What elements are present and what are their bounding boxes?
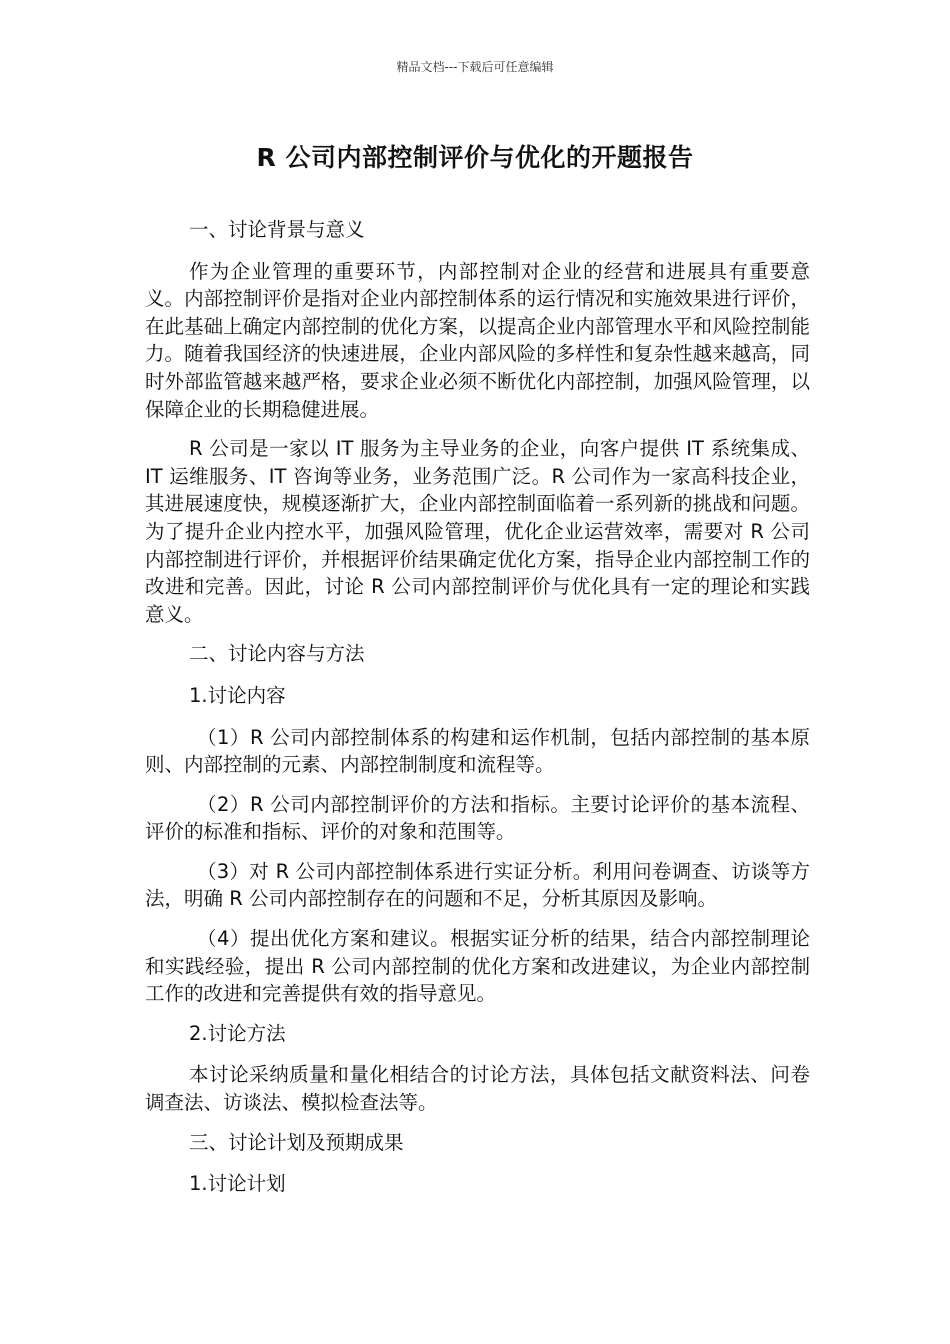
paragraph-background-1: 作为企业管理的重要环节，内部控制对企业的经营和进展具有重要意义。内部控制评价是指对企业内部控制体系的运行情况和实施效果进行评价，在此基础上确定内部控制的优化方案，以提高企业内部管理水平和风险控制能力。随着我国经济的快速进展，企业内部风险的多样性和复杂性越来越高，同时外部监管越来越严格，要求企业必须不断优化内部控制，加强风险管理，以保障企业的长期稳健进展。	[145, 259, 810, 421]
subheading-plan: 1.讨论计划	[189, 1172, 286, 1196]
content-item-1: （1）R 公司内部控制体系的构建和运作机制，包括内部控制的基本原则、内部控制的元素、内部控制制度和流程等。	[145, 725, 810, 777]
subheading-content: 1.讨论内容	[189, 683, 286, 707]
paragraph-method: 本讨论采纳质量和量化相结合的讨论方法，具体包括文献资料法、问卷调查法、访谈法、模拟检查法等。	[145, 1063, 810, 1115]
section-heading-background: 一、讨论背景与意义	[189, 218, 365, 241]
content-item-2: （2）R 公司内部控制评价的方法和指标。主要讨论评价的基本流程、评价的标准和指标、评价的对象和范围等。	[145, 792, 810, 844]
paragraph-background-2: R 公司是一家以 IT 服务为主导业务的企业，向客户提供 IT 系统集成、IT 运维服务、IT 咨询等业务，业务范围广泛。R 公司作为一家高科技企业，其进展速度快，规模逐渐扩大，企业内部控制面临着一系列新的挑战和问题。为了提升企业内控水平，加强风险管理，优化企业运营效率，需要对 R 公司内部控制进行评价，并根据评价结果确定优化方案，指导企业内部控制工作的改进和完善。因此，讨论 R 公司内部控制评价与优化具有一定的理论和实践意义。	[145, 437, 810, 626]
section-heading-content-method: 二、讨论内容与方法	[189, 642, 365, 666]
subheading-method: 2.讨论方法	[189, 1021, 286, 1045]
document-title: R 公司内部控制评价与优化的开题报告	[256, 143, 694, 172]
section-heading-plan: 三、讨论计划及预期成果	[189, 1130, 404, 1154]
content-item-4: （4）提出优化方案和建议。根据实证分析的结果，结合内部控制理论和实践经验，提出 R 公司内部控制的优化方案和改进建议，为企业内部控制工作的改进和完善提供有效的指导意见。	[145, 927, 810, 1006]
document-body	[145, 216, 810, 1212]
header-note: 精品文档---下载后可任意编辑	[396, 60, 554, 74]
content-item-3: （3）对 R 公司内部控制体系进行实证分析。利用问卷调查、访谈等方法，明确 R 公司内部控制存在的问题和不足，分析其原因及影响。	[145, 859, 810, 911]
